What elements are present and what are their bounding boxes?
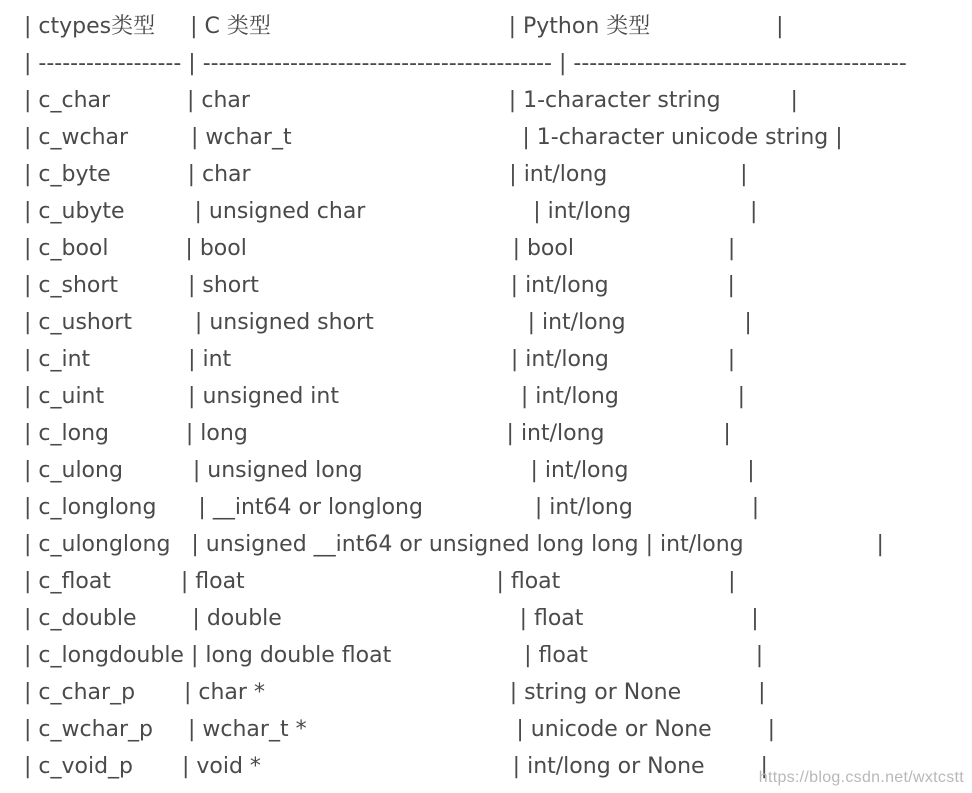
- table-row-c-short: | c_short | short | int/long |: [24, 273, 735, 298]
- table-row-c-longlong: | c_longlong | __int64 or longlong | int/long |: [24, 495, 760, 520]
- watermark-text: https://blog.csdn.net/wxtcstt: [758, 769, 964, 786]
- table-header-line: | ctypes类型 | C 类型 | Python 类型 |: [24, 14, 784, 39]
- table-row-c-void-p: | c_void_p | void * | int/long or None |: [24, 754, 768, 779]
- table-row-c-ubyte: | c_ubyte | unsigned char | int/long |: [24, 199, 758, 224]
- table-row-c-ushort: | c_ushort | unsigned short | int/long |: [24, 310, 752, 335]
- table-row-c-long: | c_long | long | int/long |: [24, 421, 731, 446]
- table-row-c-int: | c_int | int | int/long |: [24, 347, 736, 372]
- table-row-c-ulonglong: | c_ulonglong | unsigned __int64 or unsigned long long | int/long |: [24, 532, 884, 557]
- table-row-c-char: | c_char | char | 1-character string |: [24, 88, 798, 113]
- table-separator-line: | ------------------ | -------------------------------------------- | ------------------------------------------: [24, 51, 907, 76]
- table-row-c-bool: | c_bool | bool | bool |: [24, 236, 736, 261]
- table-row-c-uint: | c_uint | unsigned int | int/long |: [24, 384, 746, 409]
- table-row-c-byte: | c_byte | char | int/long |: [24, 162, 748, 187]
- table-row-c-wchar-p: | c_wchar_p | wchar_t * | unicode or None |: [24, 717, 776, 742]
- table-row-c-longdouble: | c_longdouble | long double float | float |: [24, 643, 764, 668]
- table-row-c-float: | c_float | float | float |: [24, 569, 736, 594]
- table-row-c-double: | c_double | double | float |: [24, 606, 759, 631]
- table-row-c-wchar: | c_wchar | wchar_t | 1-character unicode string |: [24, 125, 843, 150]
- table-row-c-char-p: | c_char_p | char * | string or None |: [24, 680, 766, 705]
- table-row-c-ulong: | c_ulong | unsigned long | int/long |: [24, 458, 755, 483]
